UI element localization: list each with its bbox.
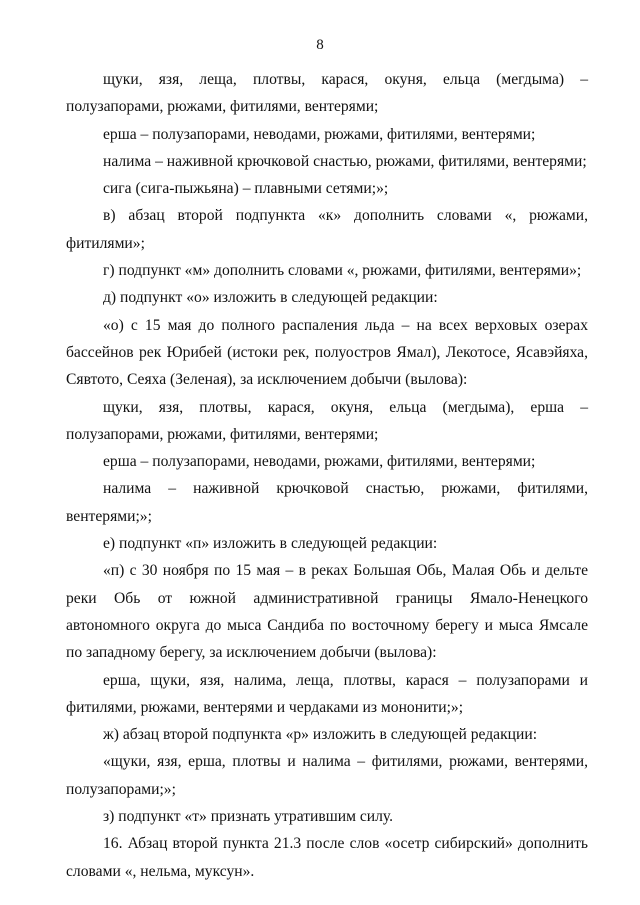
paragraph: щуки, язя, леща, плотвы, карася, окуня, ельца (мегдыма) – полузапорами, рюжами, фитилями, вентерями; [66,71,588,116]
paragraph: е) подпункт «п» изложить в следующей редакции: [103,535,438,553]
paragraph: ерша – полузапорами, неводами, рюжами, фитилями, вентерями; [103,453,536,471]
paragraph: з) подпункт «т» признать утратившим силу. [103,808,394,826]
paragraph: налима – наживной крючковой снастью, рюжами, фитилями, вентерями; [103,152,587,170]
paragraph: в) абзац второй подпункта «к» дополнить словами «, рюжами, фитилями»; [66,207,588,252]
paragraph: щуки, язя, плотвы, карася, окуня, ельца (мегдыма), ерша – полузапорами, рюжами, фитилями, вентерями; [66,398,588,443]
paragraph: сига (сига-пыжьяна) – плавными сетями;»; [103,180,389,198]
paragraph: г) подпункт «м» дополнить словами «, рюжами, фитилями, вентерями»; [103,262,582,280]
paragraph: ж) абзац второй подпункта «р» изложить в следующей редакции: [103,726,538,744]
paragraph: ерша, щуки, язя, налима, леща, плотвы, карася – полузапорами и фитилями, рюжами, вентерями и чердаками из мононити;»; [66,671,588,716]
paragraph: налима – наживной крючковой снастью, рюжами, фитилями, вентерями;»; [66,480,588,525]
paragraph: «п) с 30 ноября по 15 мая – в реках Большая Обь, Малая Обь и дельте реки Обь от южной административной границы Ямало-Ненецкого автономного округа до мыса Сандиба по восточному берегу и мыса Ямсале по западному берегу, за исключением добычи (вылова): [66,562,588,662]
paragraph: ерша – полузапорами, неводами, рюжами, фитилями, вентерями; [103,125,536,143]
paragraph: д) подпункт «о» изложить в следующей редакции: [103,289,438,307]
paragraph: «о) с 15 мая до полного распаления льда – на всех верховых озерах бассейнов рек Юрибей (истоки рек, полуостров Ямал), Лекотосе, Ясавэйяха, Сявтото, Сеяха (Зеленая), за исключением добычи (вылова): [66,316,588,389]
document-body [66,66,588,885]
page-number: 8 [316,37,324,53]
paragraph: «щуки, язя, ерша, плотвы и налима – фитилями, рюжами, вентерями, полузапорами;»; [66,753,588,798]
paragraph: 16. Абзац второй пункта 21.3 после слов «осетр сибирский» дополнить словами «, нельма, муксун». [66,835,588,880]
